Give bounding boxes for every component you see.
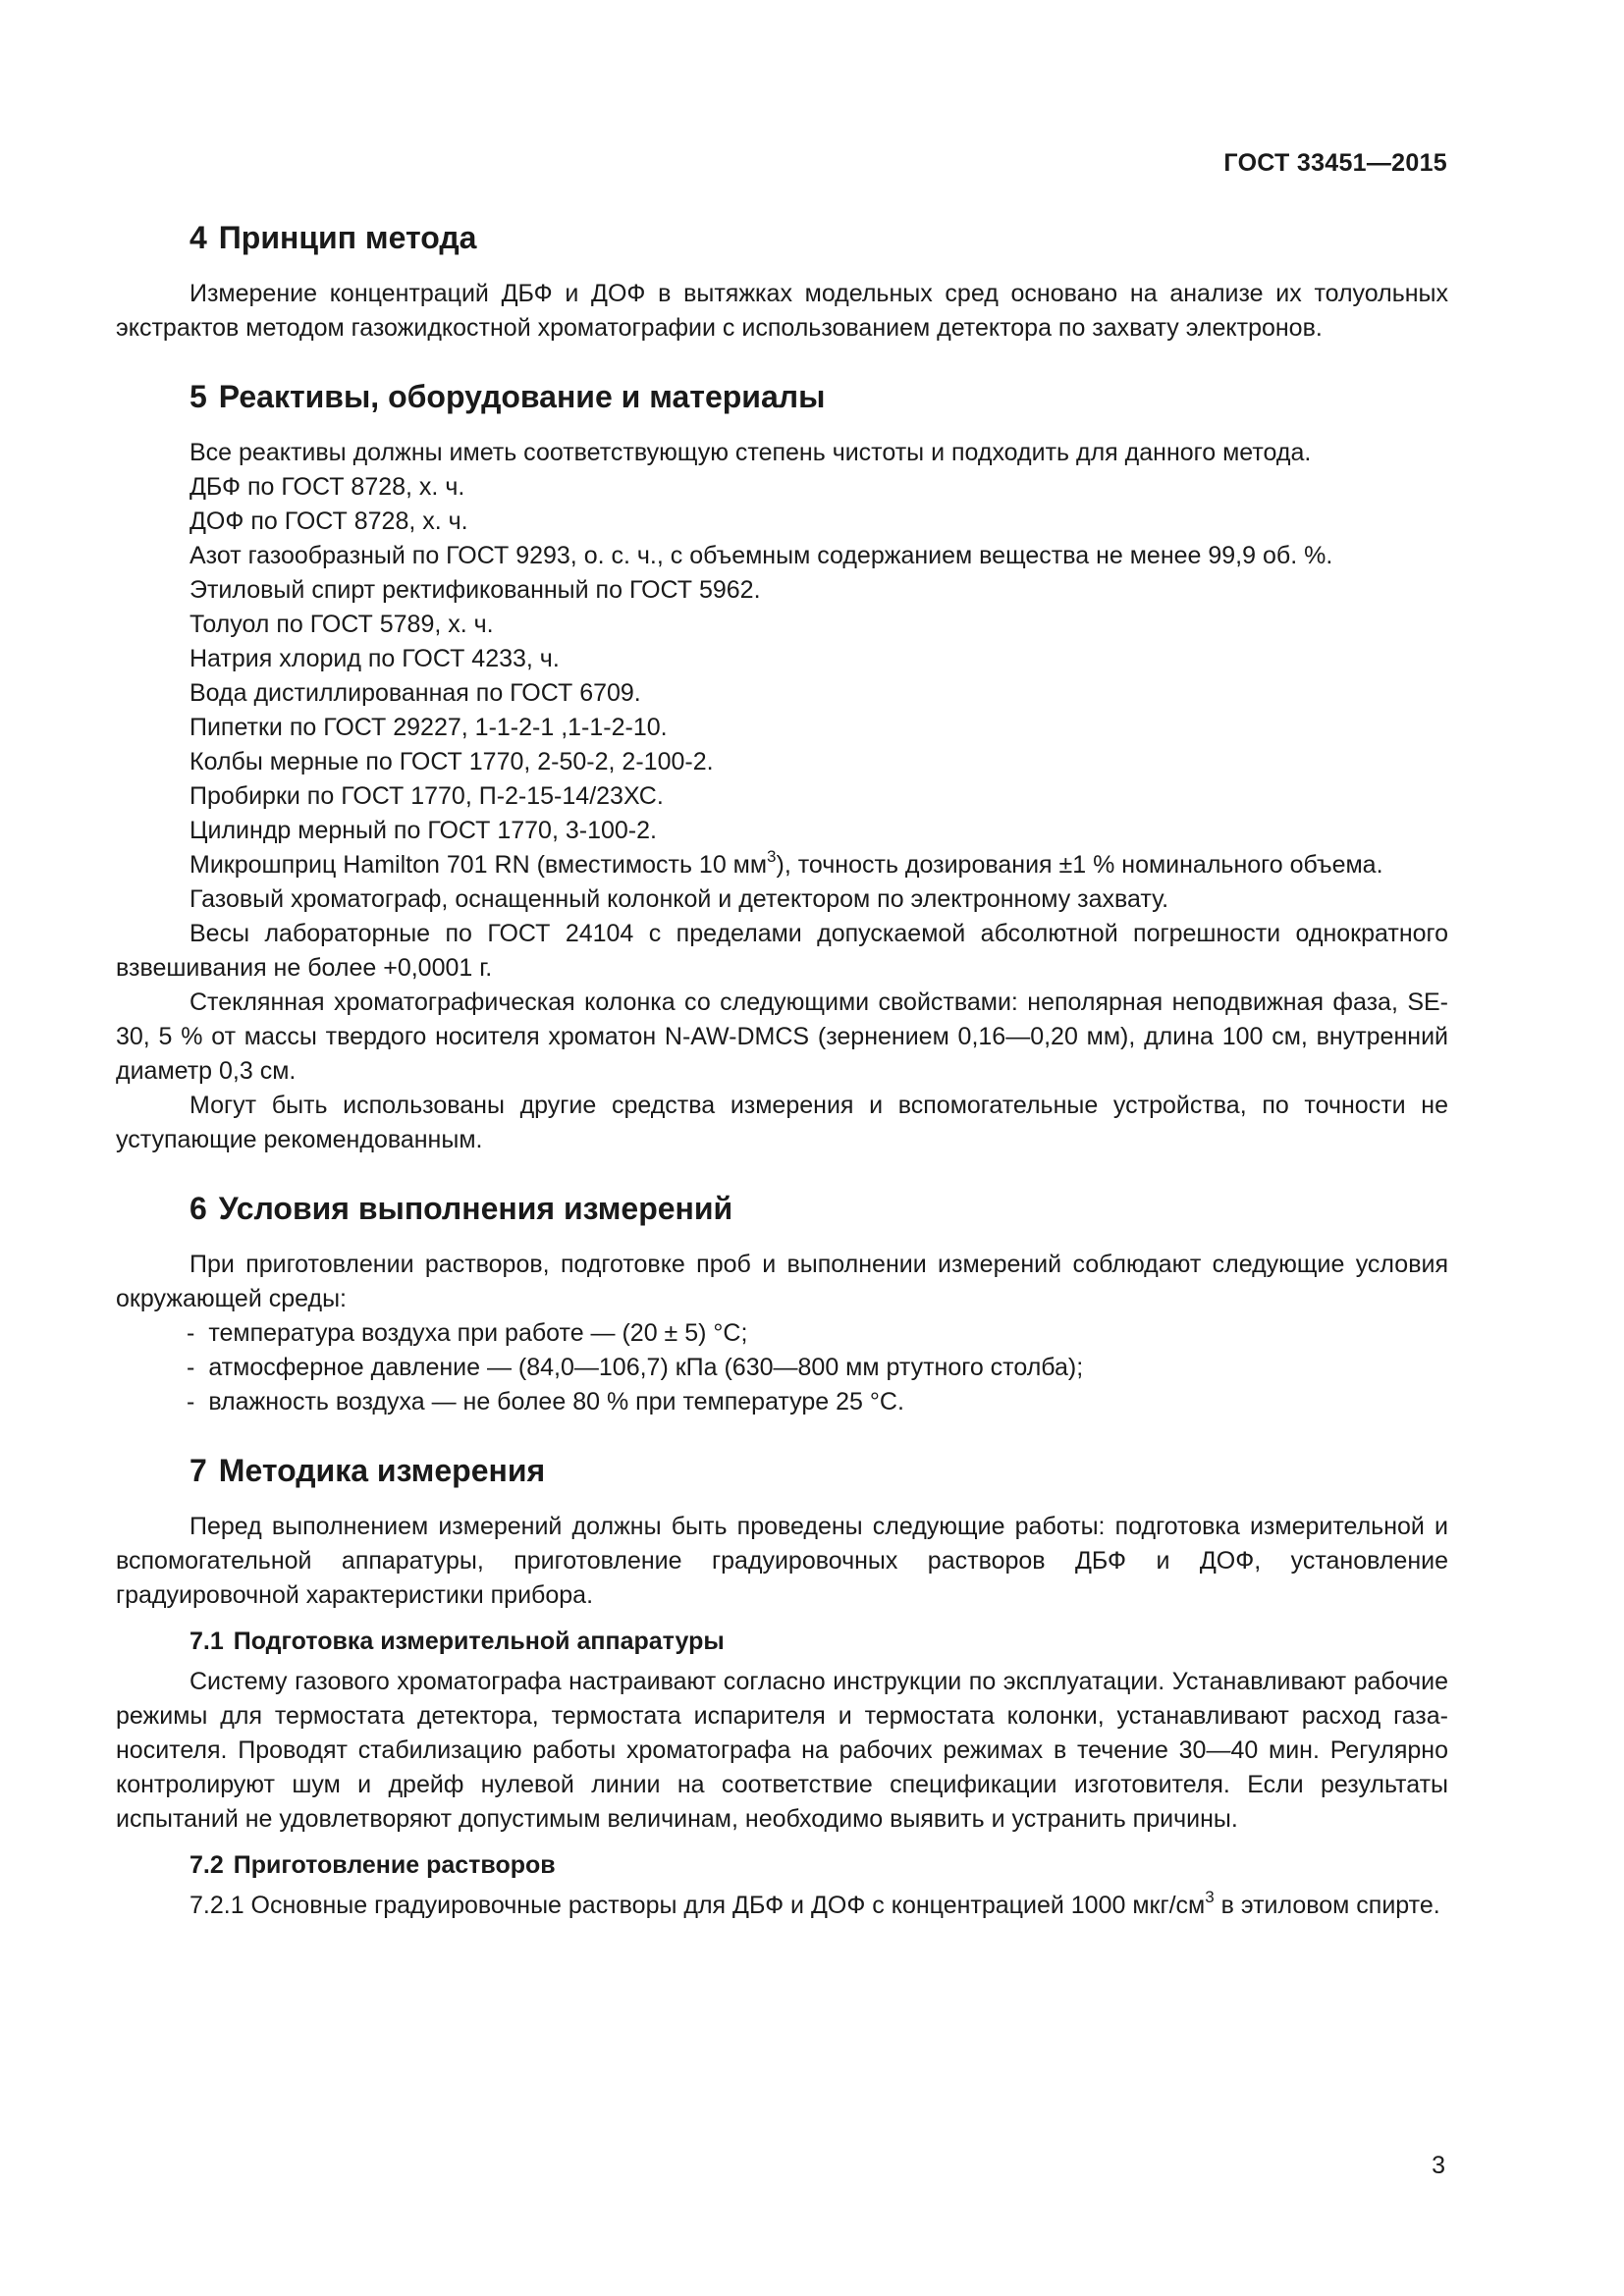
paragraph [116,1889,1448,1923]
paragraph: ДБФ по ГОСТ 8728, х. ч. [189,473,465,501]
subsection-title: Подготовка измерительной аппаратуры [233,1628,725,1655]
subsection-title: Приготовление растворов [233,1851,556,1879]
section-number: 4 [189,220,207,255]
paragraph: Этиловый спирт ректификованный по ГОСТ 5962. [189,576,761,604]
subsection-number: 7.2 [189,1851,224,1879]
section-5 [116,377,1448,1157]
paragraph [116,848,1448,882]
superscript: 3 [1205,1887,1215,1906]
paragraph: Цилиндр мерный по ГОСТ 1770, 3-100-2. [189,817,657,844]
paragraph: Азот газообразный по ГОСТ 9293, о. с. ч., с объемным содержанием вещества не менее 99,9 об. %. [189,542,1333,569]
section-4 [116,218,1448,346]
paragraph: Стеклянная хроматографическая колонка со следующими свойствами: неполярная неподвижная фаза, SE-30, 5 % от массы твердого носителя хроматон N-AW-DMCS (зернением 0,16—0,20 мм), длина 100 см, внутренний диаметр 0,3 см. [116,988,1448,1085]
paragraph: Вода дистиллированная по ГОСТ 6709. [189,679,641,707]
list-dash: - [187,1319,195,1347]
list-item [187,1385,1448,1419]
section-number: 7 [189,1453,207,1488]
list-dash: - [187,1388,195,1415]
document-body [116,218,1448,1954]
list-item [187,1351,1448,1385]
list-item-text: температура воздуха при работе — (20 ± 5) °С; [208,1319,748,1347]
subsection-heading [189,1848,1448,1883]
section-6 [116,1189,1448,1419]
paragraph: Перед выполнением измерений должны быть проведены следующие работы: подготовка измерительной и вспомогательной аппаратуры, приготовление градуировочных растворов ДБФ и ДОФ, установление градуировочной характеристики прибора. [116,1513,1448,1609]
paragraph: Пробирки по ГОСТ 1770, П-2-15-14/23ХС. [189,782,664,810]
paragraph: Пипетки по ГОСТ 29227, 1-1-2-1 ,1-1-2-10. [189,714,668,741]
section-title: Принцип метода [218,220,477,255]
section-number: 6 [189,1191,207,1226]
section-number: 5 [189,379,207,414]
section-7 [116,1451,1448,1923]
page-number: 3 [1432,2152,1445,2179]
superscript: 3 [767,846,777,866]
section-heading [189,377,1448,416]
section-heading [189,1451,1448,1490]
text-run: 7.2.1 Основные градуировочные растворы для ДБФ и ДОФ с концентрацией 1000 мкг/см [189,1892,1206,1919]
paragraph: Измерение концентраций ДБФ и ДОФ в вытяжках модельных сред основано на анализе их толуольных экстрактов методом газожидкостной хроматографии с использованием детектора по захвату электронов. [116,280,1448,342]
paragraph: Толуол по ГОСТ 5789, х. ч. [189,611,494,638]
section-title: Методика измерения [218,1453,546,1488]
paragraph: Весы лабораторные по ГОСТ 24104 с пределами допускаемой абсолютной погрешности однократного взвешивания не более +0,0001 г. [116,920,1448,982]
subsection-number: 7.1 [189,1628,224,1655]
paragraph: При приготовлении растворов, подготовке проб и выполнении измерений соблюдают следующие условия окружающей среды: [116,1251,1448,1312]
paragraph: Все реактивы должны иметь соответствующую степень чистоты и подходить для данного метода. [189,439,1312,466]
paragraph: Натрия хлорид по ГОСТ 4233, ч. [189,645,560,672]
text-run: Микрошприц Hamilton 701 RN (вместимость 10 мм [189,851,768,879]
section-title: Условия выполнения измерений [218,1191,733,1226]
document-header: ГОСТ 33451—2015 [1223,149,1447,177]
list-item-text: влажность воздуха — не более 80 % при температуре 25 °С. [208,1388,904,1415]
paragraph: ДОФ по ГОСТ 8728, х. ч. [189,507,468,535]
section-heading [189,1189,1448,1228]
section-title: Реактивы, оборудование и материалы [218,379,826,414]
paragraph: Могут быть использованы другие средства измерения и вспомогательные устройства, по точности не уступающие рекомендованным. [116,1092,1448,1153]
list-item [187,1316,1448,1351]
text-run: в этиловом спирте. [1214,1892,1440,1919]
paragraph: Колбы мерные по ГОСТ 1770, 2-50-2, 2-100-2. [189,748,714,775]
section-heading [189,218,1448,257]
paragraph: Газовый хроматограф, оснащенный колонкой и детектором по электронному захвату. [189,885,1169,913]
paragraph: Систему газового хроматографа настраивают согласно инструкции по эксплуатации. Устанавливают рабочие режимы для термостата детектора, термостата испарителя и термостата колонки, устанавливают расход газа-носителя. Проводят стабилизацию работы хроматографа на рабочих режимах в течение 30—40 мин. Регулярно контролируют шум и дрейф нулевой линии на соответствие спецификации изготовителя. Если результаты испытаний не удовлетворяют допустимым величинам, необходимо выявить и устранить причины. [116,1668,1448,1833]
subsection-heading [189,1625,1448,1659]
list-item-text: атмосферное давление — (84,0—106,7) кПа (630—800 мм ртутного столба); [208,1354,1084,1381]
text-run: ), точность дозирования ±1 % номинального объема. [776,851,1383,879]
list-dash: - [187,1354,195,1381]
